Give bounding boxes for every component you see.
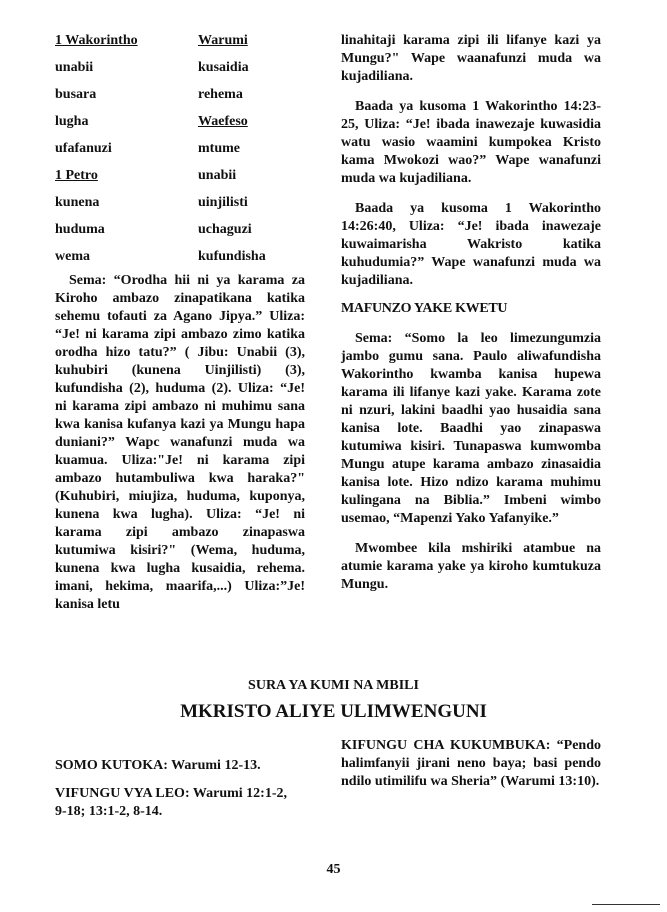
paragraph: Baada ya kusoma 1 Wakorintho 14:26:40, Uliza: “Je! ibada inawezaje kuwaimarisha Wakristo katika kuhudumia?” Wape wanafunzi muda wa kujadiliana. bbox=[341, 201, 601, 288]
list-item: lugha bbox=[55, 114, 89, 129]
paragraph: linahitaji karama zipi ili lifanye kazi ya Mungu?" Wape waanafunzi muda wa kujadiliana. bbox=[341, 33, 601, 84]
memory-verse: KIFUNGU CHA KUKUMBUKA: “Pendo halimfanyii jirani neno baya; basi pendo ndilo utimilifu wa Sheria” (Warumi 13:10). bbox=[341, 738, 601, 789]
chapter-label: SURA YA KUMI NA MBILI bbox=[248, 678, 419, 693]
left-paragraphs bbox=[55, 272, 305, 614]
list-item: kusaidia bbox=[198, 60, 249, 75]
reading: SOMO KUTOKA: Warumi 12-13. bbox=[55, 758, 261, 773]
list-item: ufafanuzi bbox=[55, 141, 112, 156]
list-heading: 1 Petro bbox=[55, 168, 98, 183]
list-item: wema bbox=[55, 249, 90, 264]
right-column bbox=[341, 32, 601, 604]
verses: VIFUNGU VYA LEO: Warumi 12:1-2, 9-18; 13:1-2, 8-14. bbox=[55, 786, 287, 819]
lesson-info-right bbox=[341, 737, 601, 801]
footer-rule bbox=[592, 904, 660, 905]
paragraph: Baada ya kusoma 1 Wakorintho 14:23-25, Uliza: “Je! ibada inawezaje kuwasidia watu wasio waamini kumpokea Kristo kama Mwokozi wao?” Wape wanafunzi muda wa kujadiliana. bbox=[341, 99, 601, 186]
list-item: kufundisha bbox=[198, 249, 266, 264]
list-item: mtume bbox=[198, 141, 240, 156]
list-item: uinjilisti bbox=[198, 195, 248, 210]
list-item: busara bbox=[55, 87, 97, 102]
paragraph: Sema: “Somo la leo limezungumzia jambo gumu sana. Paulo aliwafundisha Wakorintho kwamba kanisa hupewa karama ili lifanye kazi yake. Karama zote ni nzuri, lakini baadhi yao husaidia sana kanisa lote. Baadhi yao zinapaswa kutumiwa kisiri. Tunapaswa kumwomba Mungu atupe karama ambazo zinasaidia kanisa lote. Hizo ndizo karama muhimu kulingana na Biblia.” Imbeni wimbo usemao, “Mapenzi Yako Yafanyike.” bbox=[341, 331, 601, 526]
list-item: rehema bbox=[198, 87, 243, 102]
chapter-title: MKRISTO ALIYE ULIMWENGUNI bbox=[180, 701, 487, 722]
lesson-info-left bbox=[55, 757, 287, 831]
list-item: unabii bbox=[198, 168, 237, 183]
list-heading: Waefeso bbox=[198, 114, 248, 129]
paragraph: Mwombee kila mshiriki atambue na atumie karama yake ya kiroho kumtukuza Mungu. bbox=[341, 541, 601, 592]
paragraph: Sema: “Orodha hii ni ya karama za Kiroho ambazo zinapatikana katika sehemu tofauti za Agano Jipya.” Uliza: “Je! ni karama zipi ambazo zimo katika orodha hizo tatu?” ( Jibu: Unabii (3), kuhubiri (kunena Uinjilisti) (3), kufundisha (2), huduma (2). Uliza: “Je! ni karama zipi ambazo ni muhimu sana kwa kanisa kufanya kazi ya Mungu hapa duniani?” Wapc wanafunzi muda wa kuamua. Uliza:"Je! ni karama zipi ambazo hutambuliwa kwa haraka?" (Kuhubiri, miujiza, huduma, kuponya, kunena kwa lugha). Uliza: “Je! ni karama zipi ambazo zinapaswa kutumiwa kisiri?" (Wema, huduma, kunena kwa lugha kusaidia, rehema. imani, hekima, maarifa,...) Uliza:”Je! kanisa letu bbox=[55, 273, 305, 612]
page-number: 45 bbox=[326, 862, 341, 877]
list-item: uchaguzi bbox=[198, 222, 252, 237]
list-item: huduma bbox=[55, 222, 105, 237]
left-column bbox=[55, 32, 305, 624]
list-item: unabii bbox=[55, 60, 94, 75]
section-heading: MAFUNZO YAKE KWETU bbox=[341, 301, 508, 316]
list-item: kunena bbox=[55, 195, 100, 210]
gift-lists bbox=[55, 32, 305, 275]
list-heading: Warumi bbox=[198, 33, 248, 48]
list-heading: 1 Wakorintho bbox=[55, 33, 138, 48]
